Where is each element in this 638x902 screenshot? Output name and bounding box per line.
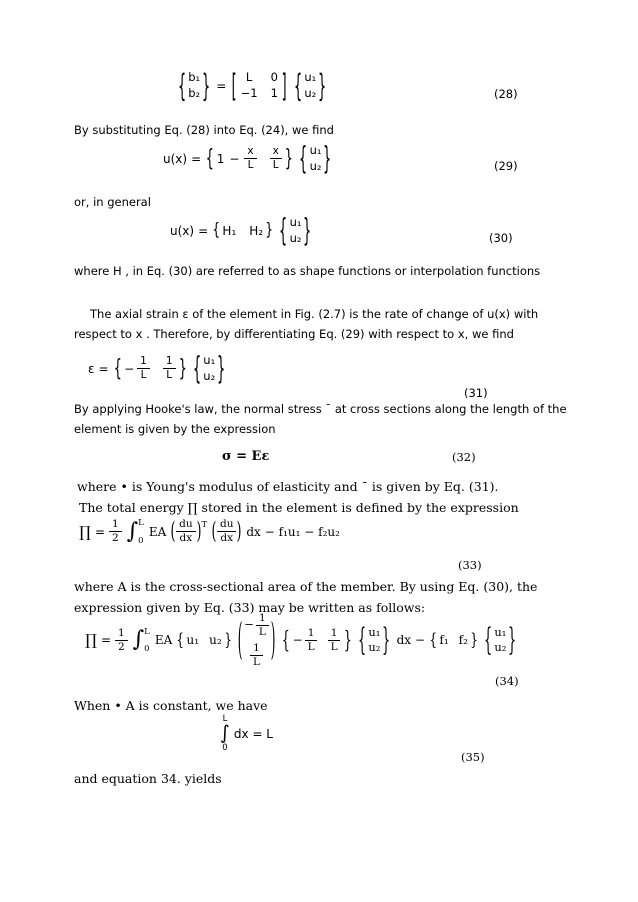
B-transpose-column-vector bbox=[236, 612, 277, 668]
dx-term: dx bbox=[246, 524, 261, 539]
strain-row-vector bbox=[113, 355, 188, 381]
right-brace: } bbox=[284, 143, 293, 172]
left-brace: { bbox=[294, 66, 303, 104]
vector-u-entry-1: u₁ bbox=[304, 70, 317, 84]
right-brace: } bbox=[178, 353, 187, 382]
matrix-entry-11: L bbox=[245, 70, 253, 84]
right-paren: ) bbox=[196, 516, 202, 545]
integral-symbol: ∫ bbox=[126, 518, 139, 544]
equation-35 bbox=[220, 714, 273, 753]
left-brace: { bbox=[484, 620, 493, 658]
equation-29 bbox=[163, 139, 334, 177]
lhs-epsilon: ε bbox=[88, 361, 95, 376]
minus-sign: − bbox=[244, 617, 254, 632]
left-bracket: [ bbox=[231, 66, 237, 104]
equation-label-33: (33) bbox=[458, 558, 482, 572]
equals-sign: = bbox=[216, 78, 227, 93]
integral-0-to-L bbox=[133, 627, 150, 654]
vector-u-entry-2: u₂ bbox=[289, 230, 302, 245]
right-brace: } bbox=[508, 620, 517, 658]
pi-energy-symbol: ∏ bbox=[79, 522, 91, 541]
equation-label-35: (35) bbox=[461, 750, 485, 764]
row-vector-u bbox=[176, 630, 232, 650]
fraction-du-over-dx: $\frac{du}{dx}$ bbox=[176, 518, 195, 544]
u1-term: u₁ bbox=[186, 633, 200, 648]
equals-sign: = bbox=[100, 633, 112, 648]
pi-energy-symbol: ∏ bbox=[85, 631, 97, 650]
integral-lower-limit: 0 bbox=[144, 644, 150, 655]
fraction-one-half: $\frac{1}{2}$ bbox=[115, 627, 128, 653]
integral-upper-limit: L bbox=[138, 518, 144, 528]
dx-equals-L: dx = L bbox=[233, 726, 273, 741]
fraction-1-over-L: $\frac{1}{L}$ bbox=[305, 627, 318, 653]
left-brace: { bbox=[429, 630, 438, 650]
EA-term: EA bbox=[148, 524, 167, 539]
vector-u-entry-2: u₂ bbox=[368, 640, 381, 655]
integral-symbol: ∫ bbox=[220, 722, 230, 745]
lhs-u-of-x: u(x) bbox=[163, 151, 188, 166]
integral-0-to-L bbox=[220, 714, 230, 753]
du-dx-group bbox=[211, 518, 242, 544]
vector-u bbox=[277, 211, 313, 249]
left-brace: { bbox=[358, 620, 367, 658]
equation-31 bbox=[88, 349, 227, 387]
paragraph-youngs-modulus: where • is Young's modulus of elasticity and ¯ is given by Eq. (31). bbox=[77, 479, 499, 494]
lhs-u-of-x: u(x) bbox=[170, 223, 195, 238]
vector-u-entry-1: u₁ bbox=[289, 215, 302, 229]
fraction-one-half: $\frac{1}{2}$ bbox=[109, 518, 122, 544]
equation-32 bbox=[222, 449, 269, 464]
shape-function-H1: H₁ bbox=[222, 223, 237, 238]
vector-u-entry-1: u₁ bbox=[494, 624, 507, 639]
paragraph-or-in-general: or, in general bbox=[74, 195, 151, 209]
right-brace: } bbox=[217, 349, 226, 387]
paragraph-substituting: By substituting Eq. (28) into Eq. (24), we find bbox=[74, 123, 334, 137]
right-brace: } bbox=[343, 625, 352, 654]
vector-u-entry-1: u₁ bbox=[203, 353, 216, 367]
right-brace: } bbox=[318, 66, 327, 104]
shape-function-row-vector bbox=[205, 145, 293, 171]
right-brace: } bbox=[223, 630, 232, 650]
fraction-1-over-L: $\frac{1}{L}$ bbox=[250, 642, 263, 668]
u2-term: u₂ bbox=[209, 633, 222, 648]
f1-term: f₁ bbox=[439, 633, 449, 648]
integral-lower-limit: 0 bbox=[222, 743, 228, 754]
work-terms: − f₁u₁ − f₂u₂ bbox=[264, 524, 340, 539]
left-brace: { bbox=[299, 139, 308, 177]
paragraph-axial-strain: The axial strain ε of the element in Fig. (2.7) is the rate of change of u(x) with respect to x . Therefore, by differentiating Eq. (29) with respect to x, we find bbox=[74, 307, 539, 341]
matrix-entry-21: −1 bbox=[240, 85, 258, 100]
right-paren: ) bbox=[236, 516, 242, 545]
right-brace: } bbox=[470, 630, 478, 650]
fraction-x-over-L: $\frac{x}{L}$ bbox=[244, 145, 256, 171]
right-bracket: ] bbox=[281, 66, 287, 104]
EA-term: EA bbox=[154, 633, 173, 648]
right-brace: } bbox=[323, 139, 332, 177]
vector-u-entry-2: u₂ bbox=[309, 158, 322, 173]
transpose-superscript: T bbox=[201, 519, 208, 530]
equation-label-34: (34) bbox=[495, 674, 519, 688]
vector-b bbox=[176, 66, 212, 104]
left-brace: { bbox=[113, 353, 122, 382]
integral-upper-limit: L bbox=[144, 626, 150, 637]
fraction-du-over-dx: $\frac{du}{dx}$ bbox=[217, 518, 236, 544]
left-paren: ( bbox=[211, 516, 217, 545]
paragraph-EA-constant: When • A is constant, we have bbox=[74, 698, 268, 713]
vector-u-entry-2: u₂ bbox=[203, 368, 216, 383]
left-brace: { bbox=[205, 143, 214, 172]
integral-upper-limit: L bbox=[222, 714, 228, 724]
shape-function-row-vector bbox=[212, 220, 274, 241]
vector-u-entry-2: u₂ bbox=[304, 85, 317, 100]
stress-equals-E-epsilon: σ = Eε bbox=[222, 449, 270, 464]
fraction-1-over-L: $\frac{1}{L}$ bbox=[328, 627, 341, 653]
equation-label-28: (28) bbox=[494, 87, 518, 101]
transformation-matrix bbox=[230, 66, 288, 104]
equals-sign: = bbox=[198, 223, 209, 238]
equation-30 bbox=[170, 211, 314, 249]
integral-symbol: ∫ bbox=[132, 627, 145, 653]
left-brace: { bbox=[279, 211, 288, 249]
equation-label-29: (29) bbox=[494, 159, 518, 173]
dx-term: dx bbox=[396, 633, 412, 648]
vector-b-entry-1: b₁ bbox=[188, 70, 201, 84]
vector-u bbox=[482, 620, 518, 658]
right-brace: } bbox=[303, 211, 312, 249]
left-brace: { bbox=[176, 630, 185, 650]
left-brace: { bbox=[212, 220, 221, 241]
equals-sign: = bbox=[94, 524, 106, 539]
fraction-1-over-L: $\frac{1}{L}$ bbox=[256, 612, 269, 638]
shape-function-H2: H₂ bbox=[249, 223, 264, 238]
left-paren: ( bbox=[237, 613, 243, 665]
row-vector-f bbox=[429, 630, 478, 650]
right-brace: } bbox=[265, 220, 274, 241]
equals-sign: = bbox=[191, 151, 202, 166]
equation-33 bbox=[79, 518, 340, 545]
vector-u bbox=[191, 349, 227, 387]
integral-0-to-L bbox=[127, 518, 144, 545]
vector-u-entry-1: u₁ bbox=[368, 624, 381, 639]
du-dx-transposed-group bbox=[170, 518, 207, 544]
minus-sign: − bbox=[229, 151, 240, 166]
one: 1 bbox=[216, 151, 225, 166]
left-brace: { bbox=[193, 349, 202, 387]
minus-sign: − bbox=[415, 633, 426, 648]
equation-label-32: (32) bbox=[452, 450, 476, 464]
equation-label-31: (31) bbox=[464, 386, 488, 400]
fraction-1-over-L: $\frac{1}{L}$ bbox=[163, 355, 176, 381]
matrix-entry-12: 0 bbox=[270, 70, 278, 84]
integral-lower-limit: 0 bbox=[138, 535, 144, 546]
left-paren: ( bbox=[170, 516, 176, 545]
right-paren: ) bbox=[270, 613, 276, 665]
matrix-entry-22: 1 bbox=[270, 85, 278, 100]
left-brace: { bbox=[281, 625, 290, 654]
equation-34 bbox=[85, 612, 519, 668]
equation-label-30: (30) bbox=[489, 231, 513, 245]
paragraph-cross-sectional-area: where A is the cross-sectional area of the member. By using Eq. (30), the expression given by Eq. (33) may be written as follows: bbox=[74, 579, 538, 616]
vector-b-entry-2: b₂ bbox=[188, 85, 201, 100]
vector-u bbox=[356, 620, 392, 658]
right-brace: } bbox=[382, 620, 391, 658]
vector-u-entry-1: u₁ bbox=[309, 143, 322, 157]
paragraph-total-energy: The total energy ∏ stored in the element is defined by the expression bbox=[79, 500, 519, 515]
equals-sign: = bbox=[98, 361, 109, 376]
equation-28 bbox=[176, 66, 328, 104]
left-brace: { bbox=[178, 66, 187, 104]
minus-sign: − bbox=[292, 633, 303, 648]
fraction-1-over-L: $\frac{1}{L}$ bbox=[137, 355, 150, 381]
vector-u bbox=[292, 66, 328, 104]
vector-u bbox=[297, 139, 333, 177]
paragraph-equation-34-yields: and equation 34. yields bbox=[74, 771, 222, 786]
f2-term: f₂ bbox=[458, 633, 468, 648]
right-brace: } bbox=[202, 66, 211, 104]
B-row-vector bbox=[281, 627, 352, 653]
paragraph-shape-functions: where H , in Eq. (30) are referred to as shape functions or interpolation functions bbox=[74, 264, 541, 278]
paragraph-hookes-law: By applying Hooke's law, the normal stress ¯ at cross sections along the length of the element is given by the expression bbox=[74, 402, 567, 436]
vector-u-entry-2: u₂ bbox=[494, 640, 507, 655]
fraction-x-over-L: $\frac{x}{L}$ bbox=[270, 145, 282, 171]
minus-sign: − bbox=[124, 361, 135, 376]
